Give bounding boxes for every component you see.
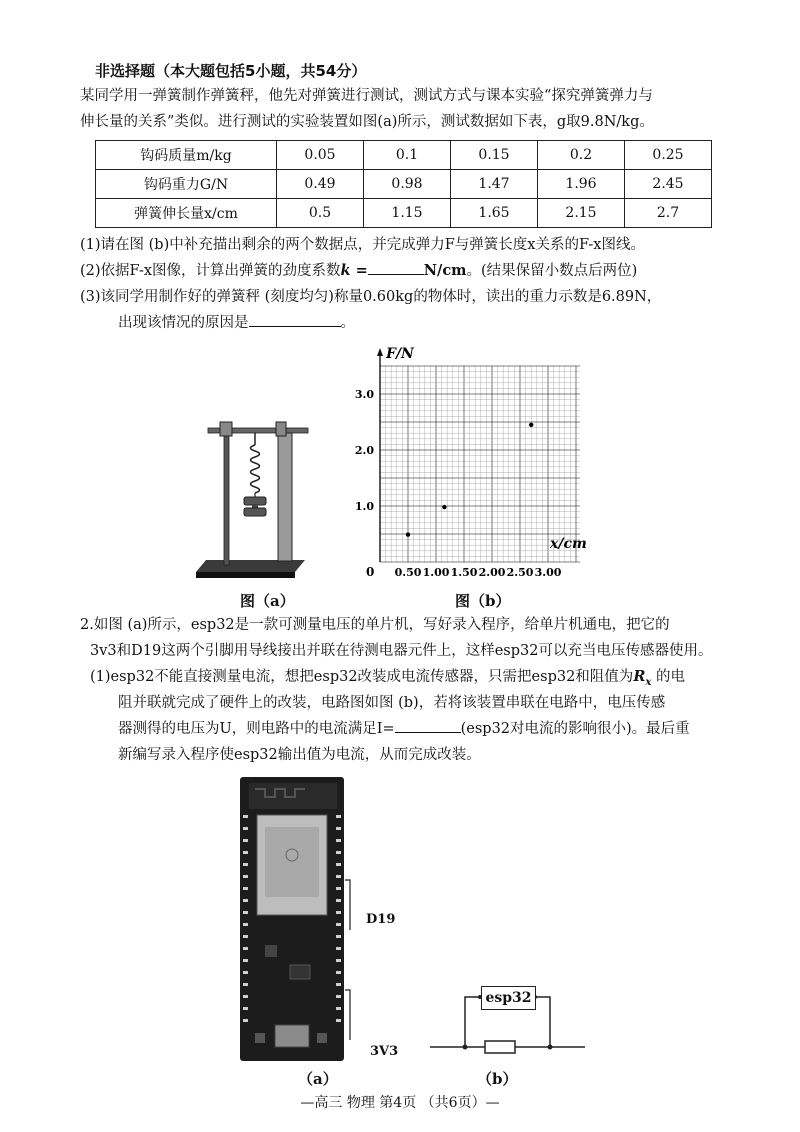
table-cell: 2.7: [625, 199, 712, 228]
x-tick-label: 2.50: [506, 566, 534, 579]
table-cell: 2.45: [625, 170, 712, 199]
fig-b-label: 图（b）: [455, 592, 511, 610]
fx-chart: [345, 340, 590, 585]
q1-sub3-line1: (3)该同学用制作好的弹簧秤 (刻度均匀)称量0.60kg的物体时，读出的重力示数是6.89N，: [80, 289, 662, 305]
y-tick-label: 1.0: [354, 500, 374, 513]
table-row: [96, 199, 712, 228]
answer-blank-reason[interactable]: [249, 312, 341, 327]
k-symbol: k =: [340, 262, 368, 279]
x-tick-label: 1.50: [450, 566, 478, 579]
esp32-box: esp32: [481, 986, 536, 1010]
pin-d19-label: D19: [366, 912, 396, 927]
x-tick-label: 2.00: [478, 566, 506, 579]
table-cell: 0.25: [625, 141, 712, 170]
answer-blank-k[interactable]: [368, 260, 424, 275]
q2-fig-b-label: （b）: [477, 1070, 518, 1088]
y-axis-arrow: [377, 348, 383, 356]
page-footer: —高三 物理 第4页 （共6页）—: [300, 1095, 500, 1111]
q1-sub1: (1)请在图 (b)中补充描出剩余的两个数据点，并完成弹力F与弹簧长度x关系的F-x图线。: [80, 237, 645, 253]
table-cell: 钩码重力G/N: [96, 170, 277, 199]
q2-sub1-tail: 的电: [651, 669, 685, 685]
table-cell: 1.65: [451, 199, 538, 228]
y-tick-label: 2.0: [354, 444, 374, 457]
q2-sub1-text3: 器测得的电压为U，则电路中的电流满足I=: [118, 721, 395, 737]
q1-intro-line1: 某同学用一弹簧制作弹簧秤，他先对弹簧进行测试，测试方式与课本实验“探究弹簧弹力与: [80, 88, 653, 104]
pin-leader-lines: [340, 870, 370, 1050]
table-cell: 0.15: [451, 141, 538, 170]
table-cell: 0.5: [277, 199, 364, 228]
resistor-rx: [485, 1041, 515, 1053]
table-cell: 0.98: [364, 170, 451, 199]
section-title: 非选择题（本大题包括5小题，共54分）: [95, 62, 367, 80]
q2-sub1-text: (1)esp32不能直接测量电流，想把esp32改装成电流传感器，只需把esp32和阻值为: [90, 669, 634, 685]
table-cell: 1.47: [451, 170, 538, 199]
q1-sub2: [80, 258, 770, 284]
data-point: [529, 423, 533, 427]
spring-apparatus-figure: [190, 400, 310, 585]
q2-sub1-line3: [118, 716, 800, 742]
table-row: [96, 170, 712, 199]
q2-fig-a-label: （a）: [298, 1070, 338, 1088]
q2-sub1-line4: 新编写录入程序使esp32输出值为电流，从而完成改装。: [118, 747, 481, 763]
q1-sub2-note: 。(结果保留小数点后两位): [466, 263, 638, 279]
rx-subscript: x: [645, 676, 652, 688]
q1-sub3-line2: [118, 310, 800, 336]
rx-letter: R: [633, 668, 646, 685]
table-cell: 0.49: [277, 170, 364, 199]
q1-sub3-end: 。: [340, 315, 355, 331]
k-unit: N/cm: [423, 262, 467, 279]
x-tick-label: 1.00: [422, 566, 450, 579]
q1-sub3-text: 出现该情况的原因是: [118, 315, 249, 331]
table-cell: 1.96: [538, 170, 625, 199]
q2-sub1-text3b: (esp32对电流的影响很小)。最后重: [460, 721, 690, 737]
table-cell: 钩码质量m/kg: [96, 141, 277, 170]
data-table: [95, 140, 712, 228]
esp32-board-figure: [235, 775, 350, 1065]
q1-intro-line2: 伸长量的关系”类似。进行测试的实验装置如图(a)所示，测试数据如下表，g取9.8N/kg。: [80, 114, 654, 130]
table-cell: 1.15: [364, 199, 451, 228]
q2-intro-line1: 2.如图 (a)所示，esp32是一款可测量电压的单片机，写好录入程序，给单片机通电，把它的: [80, 617, 670, 633]
table-cell: 0.2: [538, 141, 625, 170]
x-axis-label: x/cm: [550, 536, 587, 552]
rx-symbol: [633, 668, 652, 688]
q1-sub2-text: (2)依据F-x图像，计算出弹簧的劲度系数: [80, 263, 341, 279]
y-tick-label: 3.0: [354, 388, 374, 401]
fig-a-label: 图（a）: [240, 592, 295, 610]
table-cell: 2.15: [538, 199, 625, 228]
x-tick-label: 3.00: [534, 566, 562, 579]
origin-label: 0: [366, 565, 375, 579]
table-cell: 弹簧伸长量x/cm: [96, 199, 277, 228]
table-cell: 0.05: [277, 141, 364, 170]
table-cell: 0.1: [364, 141, 451, 170]
data-point: [406, 532, 410, 536]
y-axis-label: F/N: [386, 346, 414, 362]
pin-3v3-label: 3V3: [370, 1044, 399, 1059]
table-row: [96, 141, 712, 170]
q2-intro-line2: 3v3和D19这两个引脚用导线接出并联在待测电器元件上，这样esp32可以充当电压传感器使用。: [90, 643, 713, 659]
data-point: [442, 505, 446, 509]
x-tick-label: 0.50: [394, 566, 422, 579]
q2-sub1-line2: 阻并联就完成了硬件上的改装，电路图如图 (b)，若将该装置串联在电路中，电压传感: [118, 695, 666, 711]
answer-blank-current[interactable]: [395, 718, 461, 733]
